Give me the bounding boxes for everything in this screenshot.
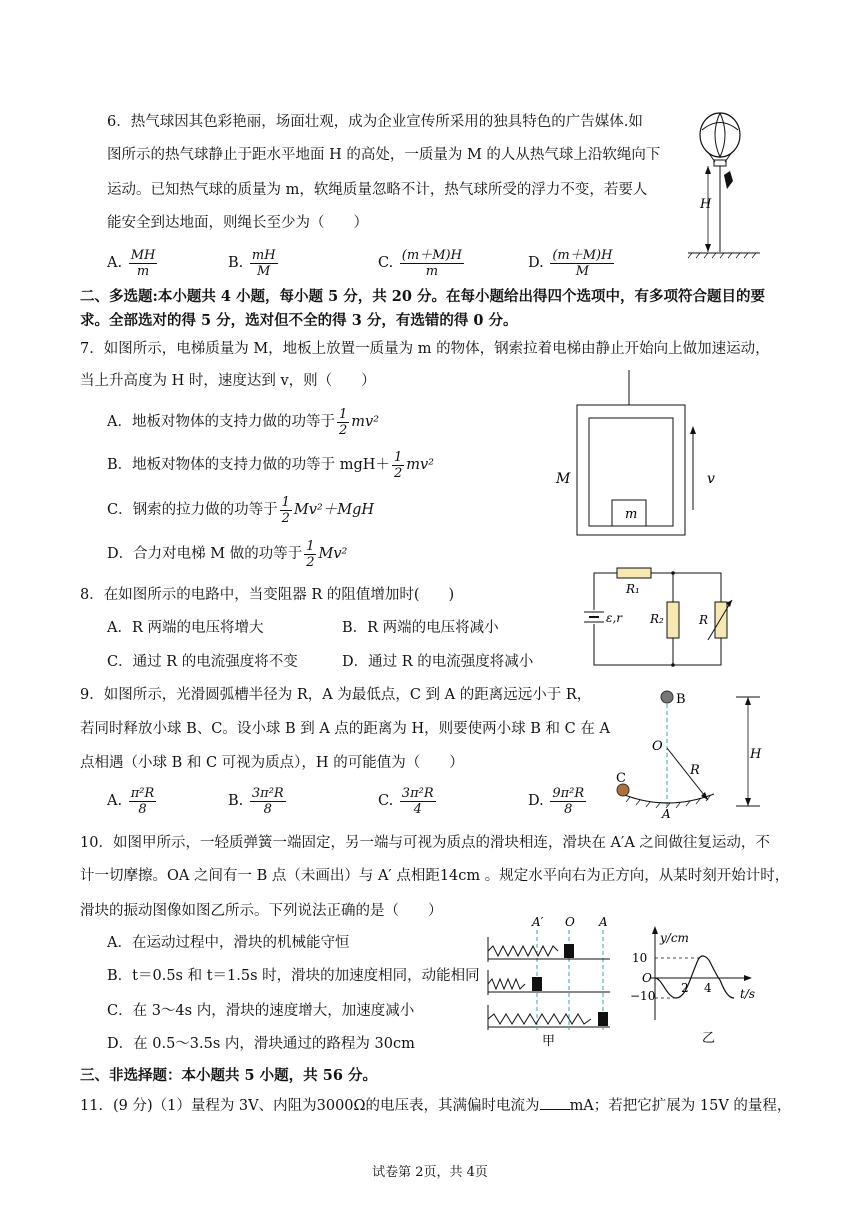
tick-4: 4 — [704, 981, 712, 995]
q7-option-b: B．地板对物体的支持力做的功等于 mgH＋ $\frac{1}{2}$ mv² — [107, 449, 434, 481]
fig-label-R: R — [699, 613, 709, 627]
origin-label: O — [642, 971, 652, 985]
q8-option-a: A．R 两端的电压将增大 — [107, 620, 264, 636]
fig-label-A: A — [599, 915, 608, 929]
q10-line-1: 10．如图甲所示，一轻质弹簧一端固定，另一端与可视为质点的滑块相连，滑块在 A′A 之间做往复运动，不 — [80, 835, 770, 851]
fig-caption-jia: 甲 — [542, 1034, 556, 1049]
fig-label-emf: ε,r — [606, 611, 622, 625]
q8-option-c: C．通过 R 的电流强度将不变 — [107, 654, 298, 670]
q8-option-b: B．R 两端的电压将减小 — [342, 620, 499, 636]
answer-blank[interactable] — [540, 1109, 570, 1110]
fig-label-R2: R₂ — [650, 612, 664, 626]
q6-balloon-figure — [680, 100, 770, 260]
q10-option-b: B．t＝0.5s 和 t＝1.5s 时，滑块的加速度相同，动能相同 — [107, 968, 480, 984]
section-2-title: 二、多选题:本小题共 4 小题，每小题 5 分，共 20 分。在每小题给出得四个选项中，有多项符合题目的要 — [80, 288, 765, 305]
section-3-title: 三、非选择题：本小题共 5 小题，共 56 分。 — [80, 1067, 377, 1084]
fig-label-O: O — [652, 739, 663, 754]
q7-option-d: D．合力对电梯 M 做的功等于 $\frac{1}{2}$ Mv² — [107, 538, 348, 570]
fig-label-O: O — [565, 915, 575, 929]
tick-minus-10: −10 — [630, 989, 656, 1003]
fig-label-v: v — [707, 471, 715, 487]
q10-option-c: C．在 3～4s 内，滑块的速度增大，加速度减小 — [107, 1003, 415, 1019]
fig-label-A-prime: A′ — [532, 915, 544, 929]
q9-option-d: D. $\frac{\text{9π²R}}{8}$ — [528, 785, 585, 817]
q6-option-b: B. $\frac{mH}{M}$ — [228, 247, 276, 279]
q6-option-c: C. $\frac{(m+M)H}{m}$ — [378, 247, 462, 279]
q7-option-c: C．钢索的拉力做的功等于 $\frac{1}{2}$ Mv²＋MgH — [107, 494, 375, 526]
q6-option-a: A. $\frac{MH}{m}$ — [107, 247, 156, 279]
q6-line-2: 图所示的热气球静止于距水平地面 H 的高处，一质量为 M 的人从热气球上沿软绳向下 — [107, 147, 661, 163]
q7-elevator-figure — [550, 370, 730, 540]
section-2-note: 求。全部选对的得 5 分，选对但不全的得 3 分，有选错的得 0 分。 — [80, 312, 518, 329]
q7-line-1: 7．如图所示，电梯质量为 M，地板上放置一质量为 m 的物体，钢索拉着电梯由静止开始向上做加速运动， — [80, 341, 770, 357]
fig-label-m: m — [625, 507, 638, 522]
q8-option-d: D．通过 R 的电流强度将减小 — [342, 654, 534, 670]
q9-line-2: 若同时释放小球 B、C。设小球 B 到 A 点的距离为 H，则要使两小球 B 和 C 在 A — [80, 721, 610, 737]
fig-caption-yi: 乙 — [702, 1031, 716, 1046]
q7-line-2: 当上升高度为 H 时，速度达到 v，则（ ） — [80, 373, 376, 389]
q6-option-d: D. $\frac{(m+M)H}{M}$ — [528, 247, 613, 279]
q8-line-1: 8．在如图所示的电路中，当变阻器 R 的阻值增加时( ) — [80, 587, 455, 603]
page-footer: 试卷第 2页，共 4页 — [372, 1165, 488, 1180]
fig-label-C: C — [616, 771, 626, 786]
q7-option-a: A．地板对物体的支持力做的功等于 $\frac{1}{2}$ mv² — [107, 406, 380, 438]
axis-xlabel: t/s — [740, 987, 756, 1001]
q6-line-1: 6．热气球因其色彩艳丽，场面壮观，成为企业宣传所采用的独具特色的广告媒体.如 — [107, 114, 643, 130]
q6-line-4: 能安全到达地面，则绳长至少为（ ） — [107, 215, 368, 231]
q10-graph-figure — [630, 920, 770, 1045]
q10-line-2: 计一切摩擦。OA 之间有一 B 点（未画出）与 A′ 点相距14cm 。规定水平向右为正方向，从某时刻开始计时， — [80, 868, 790, 884]
q10-spring-figure — [480, 912, 620, 1047]
fig-label-H: H — [700, 197, 712, 212]
q8-circuit-figure — [570, 560, 730, 670]
q10-option-a: A．在运动过程中，滑块的机械能守恒 — [107, 935, 350, 951]
q9-option-b: B. $\frac{\text{3π²R}}{8}$ — [228, 785, 284, 817]
q11-line-1: 11．(9 分)（1）量程为 3V、内阻为3000Ω的电压表，其满偏时电流为 mA；若把它扩展为 15V 的量程， — [80, 1098, 792, 1114]
fig-label-H: H — [750, 747, 762, 762]
q9-option-c: C. $\frac{\text{3π²R}}{4}$ — [378, 785, 434, 817]
fig-label-A: A — [662, 807, 671, 821]
q9-line-1: 9．如图所示，光滑圆弧槽半径为 R，A 为最低点，C 到 A 的距离远远小于 R， — [80, 687, 592, 703]
q9-arc-figure — [610, 688, 780, 821]
fig-label-R1: R₁ — [626, 582, 640, 596]
fig-label-B: B — [676, 692, 686, 707]
fig-label-R: R — [690, 763, 700, 778]
q6-line-3: 运动。已知热气球的质量为 m，软绳质量忽略不计，热气球所受的浮力不变，若要人 — [107, 182, 648, 198]
fig-label-M: M — [556, 471, 571, 487]
tick-10: 10 — [632, 951, 648, 965]
axis-ylabel: y/cm — [660, 931, 689, 945]
q10-line-3: 滑块的振动图像如图乙所示。下列说法正确的是（ ） — [80, 903, 443, 919]
q10-option-d: D．在 0.5～3.5s 内，滑块通过的路程为 30cm — [107, 1036, 415, 1052]
q9-option-a: A. $\frac{\text{π²R}}{8}$ — [107, 785, 155, 817]
q9-line-3: 点相遇（小球 B 和 C 可视为质点），H 的可能值为（ ） — [80, 755, 464, 771]
tick-2: 2 — [681, 981, 689, 995]
